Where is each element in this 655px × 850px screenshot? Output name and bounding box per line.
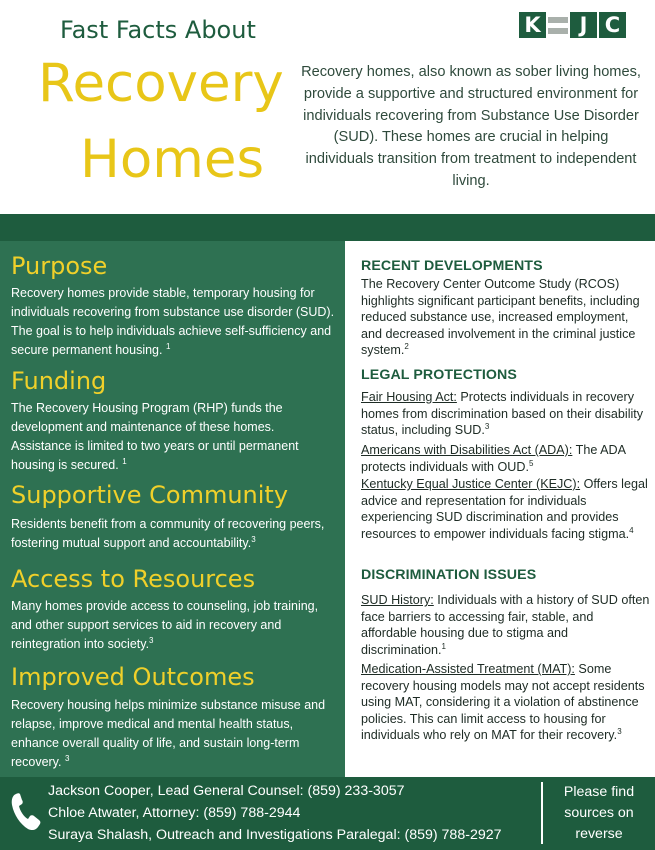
section-heading: Purpose	[11, 252, 108, 280]
section-text: The Recovery Housing Program (RHP) funds the development and maintenance of these homes. Assistance is limited to two years or until permanent housing is secured. $^1$	[11, 401, 299, 472]
section-text: Recovery homes provide stable, temporary housing for individuals recovering from substance use disorder (SUD). The goal is to help individuals achieve self-sufficiency and secure permanent housing. $^1$	[11, 286, 335, 357]
phone-icon	[10, 791, 42, 831]
logo-letter-c: C	[599, 12, 626, 38]
logo-letter-j: J	[570, 12, 597, 38]
sources-note: Please find sources on reverse	[563, 784, 635, 842]
discrimination-item-mat: Medication-Assisted Treatment (MAT): Some recovery housing models may not accept residents using MAT, considering it a violation of abstinence policies. This can limit access to housing for individuals who rely on MAT for their recovery.$^3$	[361, 662, 645, 743]
kicker-text: Fast Facts About	[60, 16, 256, 44]
logo-letter-k: K	[519, 12, 546, 38]
footer-divider	[541, 782, 543, 844]
section-heading: Access to Resources	[11, 565, 256, 593]
intro-paragraph: Recovery homes, also known as sober living homes, provide a supportive and structured environment for individuals recovering from Substance Use Disorder (SUD). These homes are crucial in helping individuals transition from treatment to independent living.	[301, 64, 641, 189]
contact-footer	[0, 777, 655, 850]
discrimination-issues-heading: DISCRIMINATION ISSUES	[361, 567, 537, 583]
section-text: Many homes provide access to counseling, job training, and other support services to aid in recovery and reintegration into society.$^3$	[11, 599, 319, 651]
kejc-logo	[519, 12, 626, 38]
section-heading: Funding	[11, 367, 107, 395]
recent-developments-heading: RECENT DEVELOPMENTS	[361, 258, 543, 274]
section-text: Recovery housing helps minimize substance misuse and relapse, improve medical and mental health status, enhance overall quality of life, and sustain long-term recovery. $^3$	[11, 698, 326, 769]
legal-item-fair-housing: Fair Housing Act: Protects individuals in recovery homes from discrimination based on their disability status, including SUD.$^3$	[361, 390, 644, 438]
legal-protections-heading: LEGAL PROTECTIONS	[361, 367, 517, 383]
contact-line: Suraya Shalash, Outreach and Investigations Paralegal: (859) 788-2927	[48, 827, 502, 843]
legal-item-ada: Americans with Disabilities Act (ADA): The ADA protects individuals with OUD.$^5$	[361, 443, 626, 474]
title-line-1: Recovery	[38, 53, 284, 114]
section-heading: Supportive Community	[11, 481, 289, 509]
right-panel	[345, 241, 655, 777]
discrimination-item-sud-history: SUD History: Individuals with a history of SUD often face barriers to accessing fair, stable, and affordable housing due to stigma and discrimination.$^1$	[361, 593, 650, 657]
contact-line: Jackson Cooper, Lead General Counsel: (859) 233-3057	[48, 783, 405, 799]
title-line-2: Homes	[80, 129, 265, 190]
recent-developments-text: The Recovery Center Outcome Study (RCOS) highlights significant participant benefits, including reduced substance use, increased employment, and decreased involvement in the criminal justice system.$^2$	[361, 277, 640, 358]
legal-item-kejc: Kentucky Equal Justice Center (KEJC): Offers legal advice and representation for individuals experiencing SUD discrimination and provides resources to empower individuals facing stigma.$^4$	[361, 477, 648, 541]
section-heading: Improved Outcomes	[11, 663, 255, 691]
contact-line: Chloe Atwater, Attorney: (859) 788-2944	[48, 805, 301, 821]
header	[0, 0, 655, 214]
divider-band	[0, 214, 655, 241]
section-text: Residents benefit from a community of recovering peers, fostering mutual support and accountability.$^3$	[11, 517, 325, 550]
left-panel	[0, 241, 345, 777]
logo-equals-icon	[546, 12, 570, 38]
